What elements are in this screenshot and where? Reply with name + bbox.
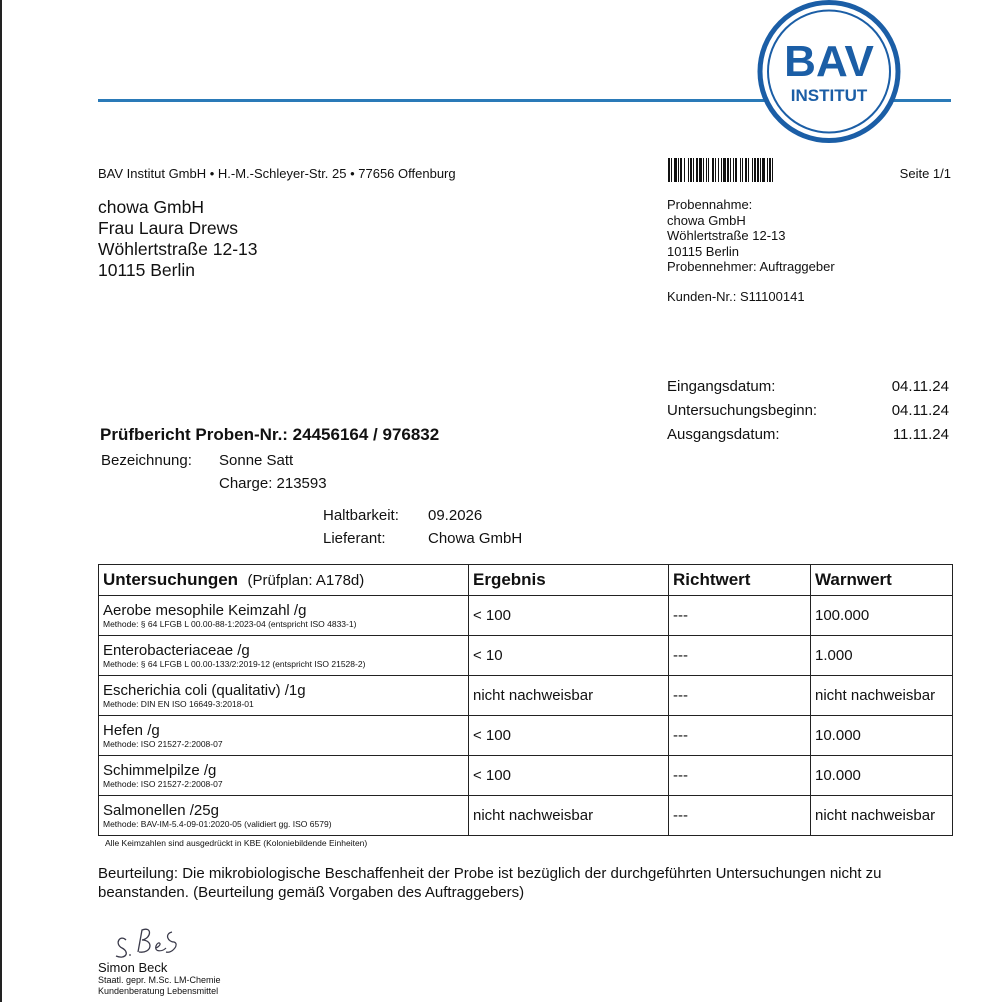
signatory-title-1: Staatl. gepr. M.Sc. LM-Chemie xyxy=(98,975,221,985)
result-value: < 10 xyxy=(469,636,669,676)
guide-value: --- xyxy=(669,716,811,756)
barcode-bar xyxy=(769,158,771,182)
warning-value: nicht nachweisbar xyxy=(811,796,953,836)
sampling-city: 10115 Berlin xyxy=(667,243,740,259)
method: Methode: § 64 LFGB L 00.00-88-1:2023-04 (entspricht ISO 4833-1) xyxy=(103,618,357,629)
barcode-bar xyxy=(740,158,741,182)
logo-text-institut: INSTITUT xyxy=(790,86,868,105)
recipient-street: Wöhlertstraße 12-13 xyxy=(98,239,258,259)
units-note: Alle Keimzahlen sind ausgedrückt in KBE (Koloniebildende Einheiten) xyxy=(105,838,368,848)
method: Methode: ISO 21527-2:2008-07 xyxy=(103,778,223,789)
table-row xyxy=(99,716,953,756)
table-header-row xyxy=(99,565,953,596)
method: Methode: DIN EN ISO 16649-3:2018-01 xyxy=(103,698,254,709)
guide-value: --- xyxy=(669,756,811,796)
assessment-text: Beurteilung: Die mikrobiologische Beschaffenheit der Probe ist bezüglich der durchgeführten Untersuchungen nicht zu beanstanden. (Beurteilung gemäß Vorgaben des Auftraggebers) xyxy=(98,865,882,901)
warning-value: 1.000 xyxy=(811,636,953,676)
shelf-life-label: Haltbarkeit: xyxy=(323,507,399,524)
warning-value: 100.000 xyxy=(811,596,953,636)
date-value: 04.11.24 xyxy=(891,402,949,419)
date-label: Untersuchungsbeginn: xyxy=(667,402,818,419)
barcode-bar xyxy=(752,158,753,182)
barcode-bar xyxy=(690,158,692,182)
barcode-bar xyxy=(742,158,743,182)
barcode-bar xyxy=(688,158,689,182)
signature xyxy=(112,922,180,962)
results-table xyxy=(98,564,953,836)
page-left-edge xyxy=(0,0,2,1002)
date-label: Eingangsdatum: xyxy=(667,378,776,395)
result-value: nicht nachweisbar xyxy=(469,796,669,836)
barcode-bar xyxy=(757,158,759,182)
barcode-bar xyxy=(735,158,737,182)
result-value: < 100 xyxy=(469,756,669,796)
sampling-label: Probennahme: xyxy=(667,197,753,212)
page-number: Seite 1/1 xyxy=(899,166,951,181)
barcode-bar xyxy=(762,158,765,182)
guide-value: --- xyxy=(669,636,811,676)
barcode-bar xyxy=(703,158,704,182)
report-title: Prüfbericht Proben-Nr.: 24456164 / 976832 xyxy=(100,425,440,444)
barcode-bar xyxy=(680,158,682,182)
sampling-street: Wöhlertstraße 12-13 xyxy=(667,228,786,243)
barcode-bar xyxy=(715,158,716,182)
barcode-bar xyxy=(696,158,698,182)
test-plan: (Prüfplan: A178d) xyxy=(247,572,365,589)
sampling-company: chowa GmbH xyxy=(667,212,746,228)
sampling-info xyxy=(667,197,835,275)
header-guide-value: Richtwert xyxy=(669,565,811,596)
customer-number: Kunden-Nr.: S11100141 xyxy=(667,289,805,304)
parameter-name: Salmonellen /25g xyxy=(103,801,219,819)
barcode-bar xyxy=(767,158,768,182)
barcode-bar xyxy=(674,158,677,182)
parameter-name: Escherichia coli (qualitativ) /1g xyxy=(103,681,306,699)
supplier-value: Chowa GmbH xyxy=(428,530,523,547)
result-value: < 100 xyxy=(469,716,669,756)
date-row-start xyxy=(667,401,949,425)
barcode-bar xyxy=(721,158,722,182)
bav-institut-logo xyxy=(757,0,901,143)
table-row xyxy=(99,756,953,796)
header-result: Ergebnis xyxy=(469,565,669,596)
barcode-bar xyxy=(712,158,714,182)
header-tests xyxy=(99,565,469,596)
method: Methode: § 64 LFGB L 00.00-133/2:2019-12 (entspricht ISO 21528-2) xyxy=(103,658,366,669)
barcode xyxy=(668,158,836,182)
barcode-bar xyxy=(772,158,773,182)
guide-value: --- xyxy=(669,676,811,716)
barcode-bar xyxy=(678,158,679,182)
parameter-name: Schimmelpilze /g xyxy=(103,761,217,779)
barcode-bar xyxy=(727,158,729,182)
date-row-issued xyxy=(667,425,949,449)
shelf-life-value: 09.2026 xyxy=(428,507,483,524)
date-value: 11.11.24 xyxy=(892,426,949,443)
date-label: Ausgangsdatum: xyxy=(667,426,780,443)
recipient-address xyxy=(98,197,258,281)
signatory-title-2: Kundenberatung Lebensmittel xyxy=(98,986,219,996)
parameter-name: Aerobe mesophile Keimzahl /g xyxy=(103,601,307,619)
method: Methode: BAV-IM-5.4-09-01:2020-05 (validiert gg. ISO 6579) xyxy=(103,818,332,829)
method: Methode: ISO 21527-2:2008-07 xyxy=(103,738,223,749)
parameter-name: Enterobacteriaceae /g xyxy=(103,641,250,659)
barcode-bar xyxy=(708,158,709,182)
barcode-bar xyxy=(668,158,670,182)
sampler: Probennehmer: Auftraggeber xyxy=(667,259,835,274)
header-warning-value: Warnwert xyxy=(811,565,953,596)
recipient-company: chowa GmbH xyxy=(98,197,205,217)
date-row-received xyxy=(667,377,949,401)
recipient-city: 10115 Berlin xyxy=(98,260,195,280)
barcode-bar xyxy=(684,158,685,182)
dates-block xyxy=(667,377,949,449)
designation-label: Bezeichnung: xyxy=(101,452,192,469)
signatory-titles xyxy=(98,975,221,997)
logo-text-bav: BAV xyxy=(784,37,874,86)
table-row xyxy=(99,596,953,636)
barcode-bar xyxy=(754,158,756,182)
warning-value: 10.000 xyxy=(811,756,953,796)
result-value: nicht nachweisbar xyxy=(469,676,669,716)
signatory-name: Simon Beck xyxy=(98,960,168,975)
recipient-person: Frau Laura Drews xyxy=(98,218,239,238)
designation-value: Sonne Satt xyxy=(219,452,294,469)
batch-number: Charge: 213593 xyxy=(219,475,327,492)
warning-value: 10.000 xyxy=(811,716,953,756)
barcode-bar xyxy=(733,158,734,182)
sender-line: BAV Institut GmbH • H.-M.-Schleyer-Str. 25 • 77656 Offenburg xyxy=(98,166,456,181)
barcode-bar xyxy=(706,158,707,182)
guide-value: --- xyxy=(669,796,811,836)
parameter-name: Hefen /g xyxy=(103,721,160,739)
header-tests-label: Untersuchungen xyxy=(103,570,239,589)
barcode-bar xyxy=(718,158,719,182)
table-row xyxy=(99,676,953,716)
guide-value: --- xyxy=(669,596,811,636)
barcode-bar xyxy=(745,158,747,182)
barcode-bar xyxy=(730,158,731,182)
supplier-label: Lieferant: xyxy=(323,530,386,547)
table-row xyxy=(99,796,953,836)
date-value: 04.11.24 xyxy=(891,378,949,395)
barcode-bar xyxy=(748,158,749,182)
barcode-bar xyxy=(760,158,761,182)
barcode-bar xyxy=(671,158,672,182)
result-value: < 100 xyxy=(469,596,669,636)
barcode-bar xyxy=(699,158,702,182)
barcode-bar xyxy=(723,158,726,182)
barcode-bar xyxy=(693,158,694,182)
table-row xyxy=(99,636,953,676)
warning-value: nicht nachweisbar xyxy=(811,676,953,716)
